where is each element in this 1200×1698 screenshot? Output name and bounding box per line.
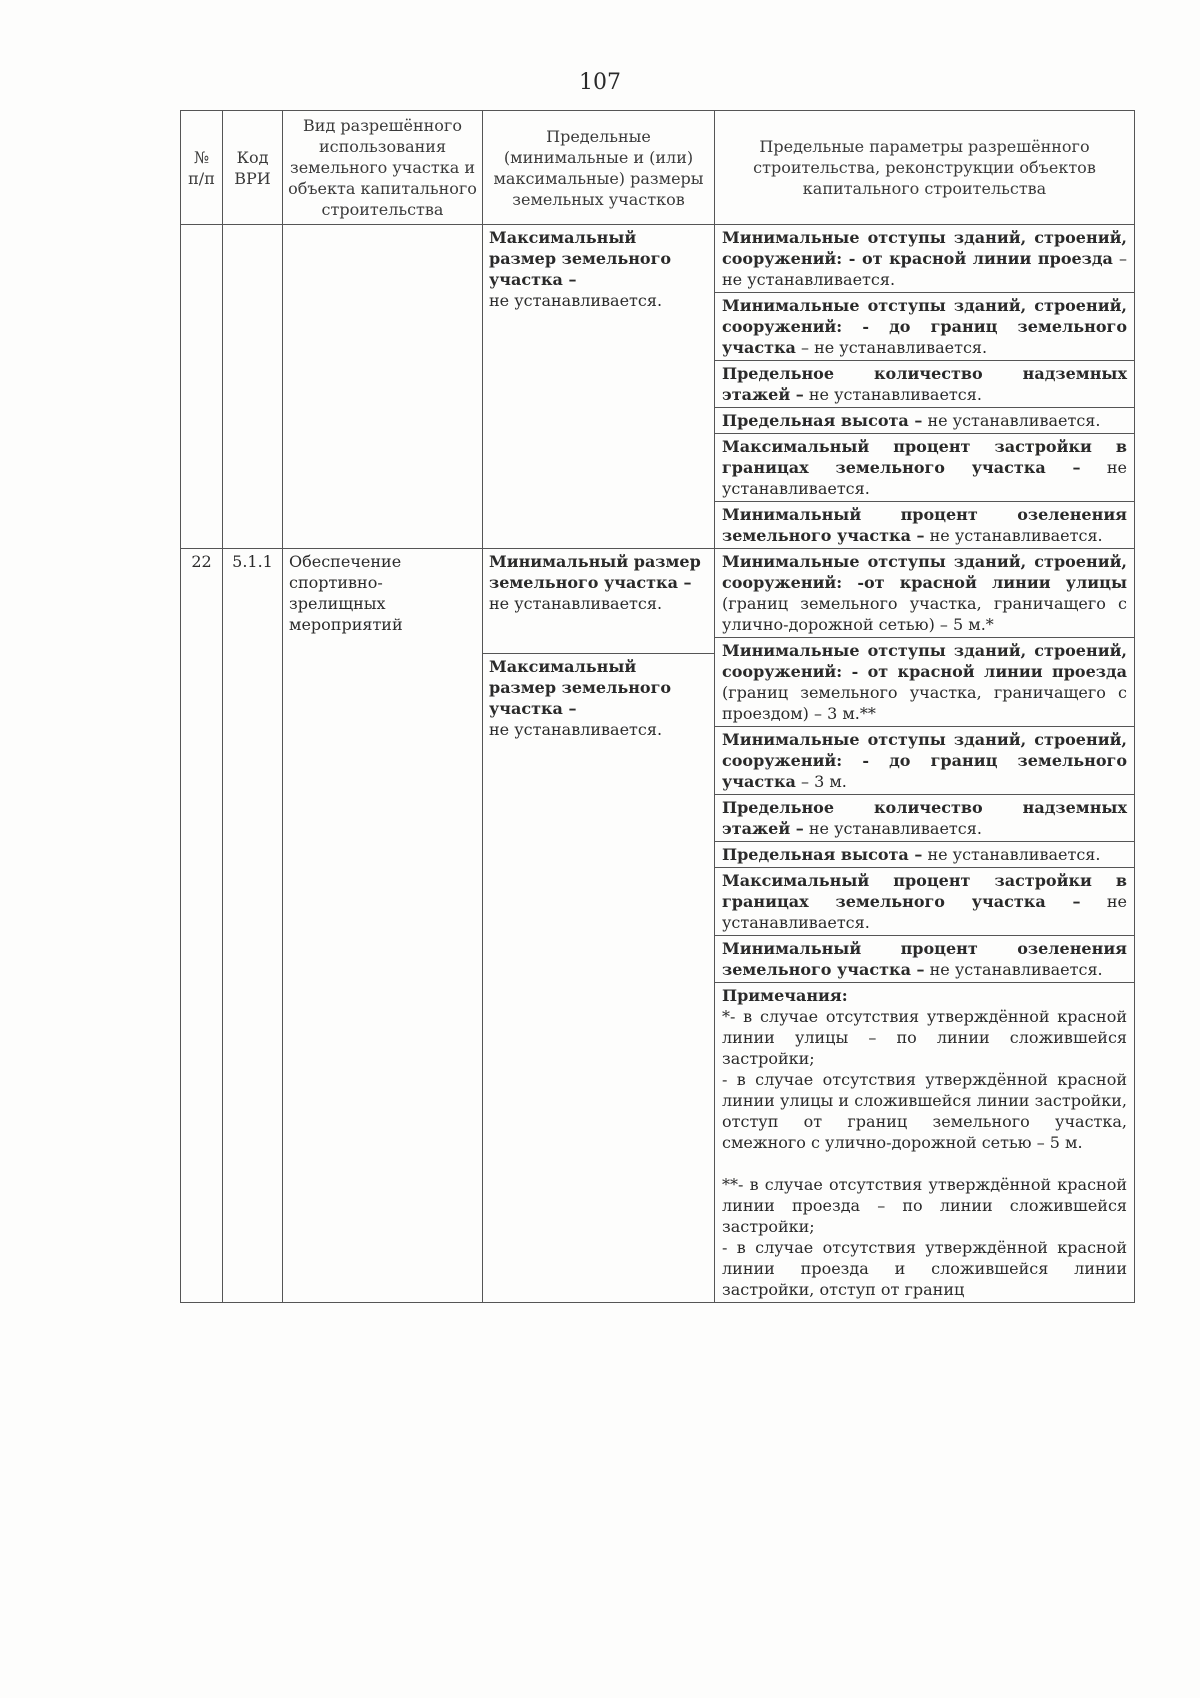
param-bold: Минимальный процент озеленения земельного участка –: [722, 505, 1127, 545]
header-vri: Вид разрешённого использования земельного участка и объекта капитального строительства: [283, 111, 483, 225]
regulations-table: [180, 110, 1135, 1303]
param-item: [715, 408, 1134, 434]
cell-num-empty: [181, 225, 223, 549]
param-bold: Минимальные отступы зданий, строений, сооружений: - от красной линии проезда: [722, 228, 1127, 268]
param-text: – не устанавливается.: [722, 249, 1127, 289]
cell-code-empty: [223, 225, 283, 549]
param-item: [715, 293, 1134, 361]
param-item: [715, 638, 1134, 727]
cell-lot-prev: [483, 225, 715, 549]
param-item: [715, 502, 1134, 548]
param-text: не устанавливается.: [803, 385, 982, 404]
param-item: [715, 842, 1134, 868]
header-code: Код ВРИ: [223, 111, 283, 225]
table-header-row: [181, 111, 1135, 225]
param-bold: Максимальный процент застройки в границах земельного участка –: [722, 871, 1127, 911]
param-text: (границ земельного участка, граничащего с улично-дорожной сетью) – 5 м.*: [722, 594, 1127, 634]
notes-title: Примечания:: [722, 986, 848, 1005]
param-bold: Предельное количество надземных этажей –: [722, 798, 1127, 838]
cell-params-prev: [715, 225, 1135, 549]
param-item: [715, 868, 1134, 936]
param-bold: Предельное количество надземных этажей –: [722, 364, 1127, 404]
param-bold: Максимальный процент застройки в границах земельного участка –: [722, 437, 1127, 477]
lot-max-title-22: Максимальный размер земельного участка –: [489, 657, 672, 718]
param-text: (границ земельного участка, граничащего с проездом) – 3 м.**: [722, 683, 1127, 723]
param-bold: Предельная высота –: [722, 411, 923, 430]
notes-block: [715, 983, 1134, 1302]
note-item: *- в случае отсутствия утверждённой красной линии улицы – по линии сложившейся застройки;: [722, 1007, 1127, 1068]
cell-vri: Обеспечение спортивно-зрелищных мероприятий: [283, 549, 483, 1303]
param-text: не устанавливается.: [722, 892, 1127, 932]
param-text: не устанавливается.: [924, 526, 1103, 545]
param-bold: Минимальные отступы зданий, строений, сооружений: - до границ земельного участка: [722, 296, 1127, 357]
param-bold: Предельная высота –: [722, 845, 923, 864]
cell-code: 5.1.1: [223, 549, 283, 1303]
lot-max-title: Максимальный размер земельного участка –: [489, 228, 672, 289]
table-row-22: [181, 549, 1135, 1303]
param-bold: Минимальный процент озеленения земельного участка –: [722, 939, 1127, 979]
param-bold: Минимальные отступы зданий, строений, сооружений: - от красной линии проезда: [722, 641, 1127, 681]
param-bold: Минимальные отступы зданий, строений, сооружений: -от красной линии улицы: [722, 552, 1127, 592]
lot-min-title: Минимальный размер земельного участка –: [489, 552, 701, 592]
param-text: не устанавливается.: [722, 458, 1127, 498]
header-lot-size: Предельные (минимальные и (или) максимальные) размеры земельных участков: [483, 111, 715, 225]
param-text: – не устанавливается.: [795, 338, 988, 357]
param-text: не устанавливается.: [922, 411, 1101, 430]
cell-params-22: [715, 549, 1135, 1303]
param-item: [715, 795, 1134, 842]
page-number: 107: [579, 70, 621, 95]
param-text: не устанавливается.: [924, 960, 1103, 979]
param-item: [715, 434, 1134, 502]
param-text: – 3 м.: [795, 772, 847, 791]
table-row-continued: [181, 225, 1135, 549]
param-text: не устанавливается.: [803, 819, 982, 838]
param-item: [715, 361, 1134, 408]
note-item: - в случае отсутствия утверждённой красной линии улицы и сложившейся линии застройки, отступ от границ земельного участка, смежного с улично-дорожной сетью – 5 м.: [722, 1070, 1127, 1152]
lot-max-value-22: не устанавливается.: [489, 720, 663, 739]
note-item: **- в случае отсутствия утверждённой красной линии проезда – по линии сложившейся застройки;: [722, 1175, 1127, 1236]
param-item: [715, 936, 1134, 983]
header-num: № п/п: [181, 111, 223, 225]
cell-num: 22: [181, 549, 223, 1303]
param-item: [715, 727, 1134, 795]
notes-gap: [722, 1153, 1127, 1174]
param-text: не устанавливается.: [922, 845, 1101, 864]
lot-min-value: не устанавливается.: [489, 594, 663, 613]
header-params: Предельные параметры разрешённого строительства, реконструкции объектов капитального строительства: [715, 111, 1135, 225]
cell-lot-22: [483, 549, 715, 1303]
param-bold: Минимальные отступы зданий, строений, сооружений: - до границ земельного участка: [722, 730, 1127, 791]
param-item: [715, 225, 1134, 293]
lot-max-value: не устанавливается.: [489, 291, 663, 310]
param-item: [715, 549, 1134, 638]
note-item: - в случае отсутствия утверждённой красной линии проезда и сложившейся линии застройки, отступ от границ: [722, 1238, 1127, 1299]
cell-vri-empty: [283, 225, 483, 549]
